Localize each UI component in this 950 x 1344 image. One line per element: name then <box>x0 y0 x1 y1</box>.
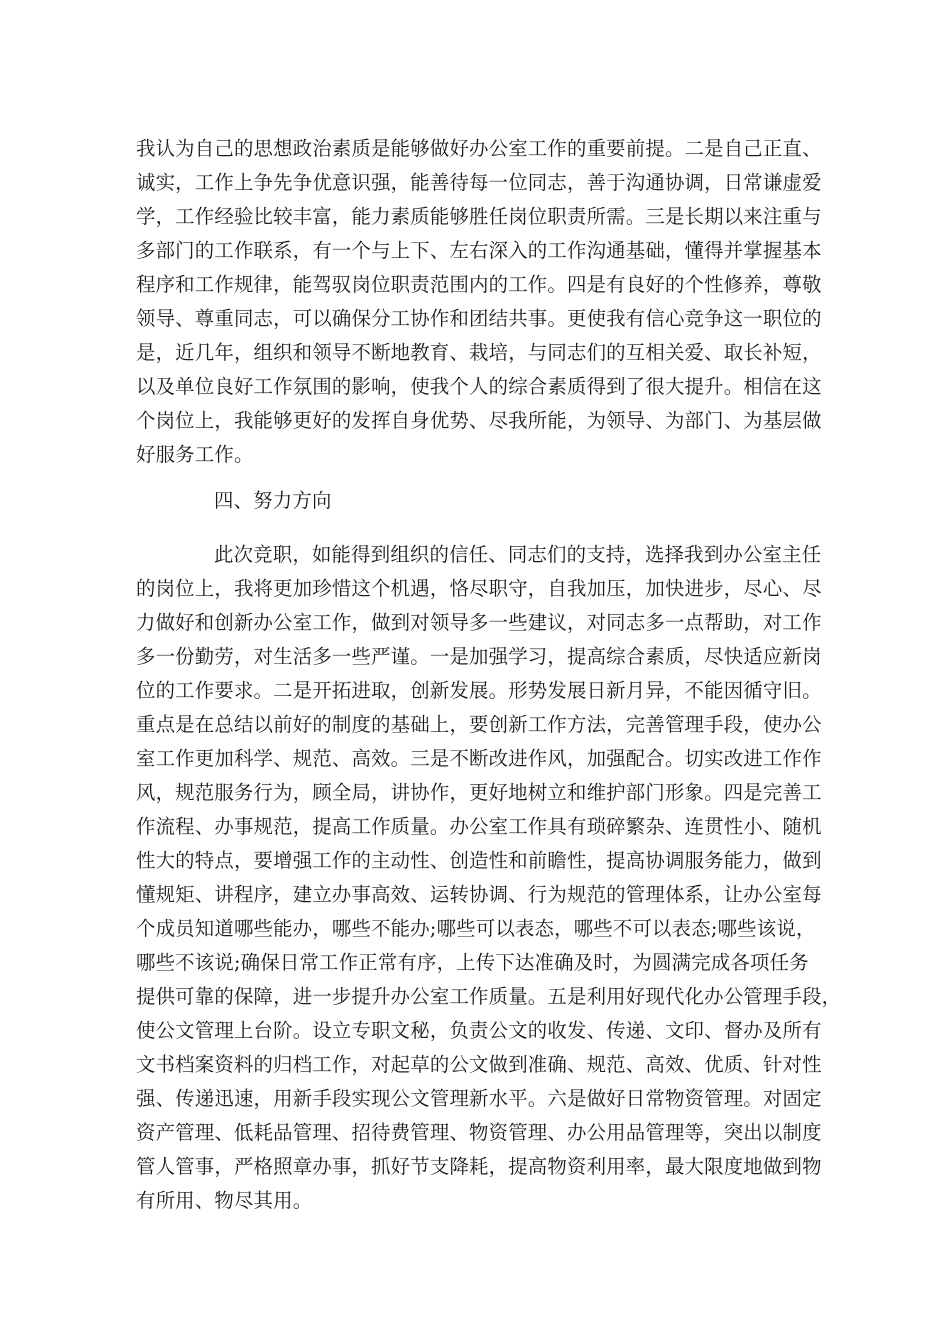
paragraph-line: 性大的特点，要增强工作的主动性、创造性和前瞻性，提高协调服务能力，做到 <box>136 849 822 872</box>
paragraph-line: 的岗位上，我将更加珍惜这个机遇，恪尽职守，自我加压，加快进步，尽心、尽 <box>136 577 822 600</box>
paragraph-line: 管人管事，严格照章办事，抓好节支降耗，提高物资利用率，最大限度地做到物 <box>136 1155 822 1178</box>
paragraph-line: 我认为自己的思想政治素质是能够做好办公室工作的重要前提。二是自己正直、 <box>136 137 822 160</box>
paragraph-line: 程序和工作规律，能驾驭岗位职责范围内的工作。四是有良好的个性修养，尊敬 <box>136 273 822 296</box>
paragraph-line: 风，规范服务行为，顾全局，讲协作，更好地树立和维护部门形象。四是完善工 <box>136 781 822 804</box>
paragraph-line: 诚实，工作上争先争优意识强，能善待每一位同志，善于沟通协调，日常谦虚爱 <box>136 171 822 194</box>
paragraph-line: 哪些不该说;确保日常工作正常有序，上传下达准确及时，为圆满完成各项任务 <box>136 951 809 974</box>
paragraph-line: 个岗位上，我能够更好的发挥自身优势、尽我所能，为领导、为部门、为基层做 <box>136 409 822 432</box>
paragraph-line: 有所用、物尽其用。 <box>136 1189 313 1212</box>
paragraph-line: 使公文管理上台阶。设立专职文秘，负责公文的收发、传递、文印、督办及所有 <box>136 1019 822 1042</box>
paragraph-line: 文书档案资料的归档工作，对起草的公文做到准确、规范、高效、优质、针对性 <box>136 1053 822 1076</box>
paragraph-line: 重点是在总结以前好的制度的基础上，要创新工作方法，完善管理手段，使办公 <box>136 713 822 736</box>
paragraph-line: 作流程、办事规范，提高工作质量。办公室工作具有琐碎繁杂、连贯性小、随机 <box>136 815 822 838</box>
paragraph-line: 力做好和创新办公室工作，做到对领导多一些建议，对同志多一点帮助，对工作 <box>136 611 822 634</box>
paragraph-line: 好服务工作。 <box>136 443 254 466</box>
paragraph-line: 资产管理、低耗品管理、招待费管理、物资管理、办公用品管理等，突出以制度 <box>136 1121 822 1144</box>
paragraph-line: 多部门的工作联系，有一个与上下、左右深入的工作沟通基础，懂得并掌握基本 <box>136 239 822 262</box>
paragraph-line: 位的工作要求。二是开拓进取，创新发展。形势发展日新月异，不能因循守旧。 <box>136 679 822 702</box>
paragraph-line: 是，近几年，组织和领导不断地教育、栽培，与同志们的互相关爱、取长补短， <box>136 341 822 364</box>
paragraph-line: 多一份勤劳，对生活多一些严谨。一是加强学习，提高综合素质，尽快适应新岗 <box>136 645 822 668</box>
paragraph-line: 个成员知道哪些能办，哪些不能办;哪些可以表态，哪些不可以表态;哪些该说， <box>136 917 816 940</box>
paragraph-line: 领导、尊重同志，可以确保分工协作和团结共事。更使我有信心竞争这一职位的 <box>136 307 822 330</box>
paragraph-line: 以及单位良好工作氛围的影响，使我个人的综合素质得到了很大提升。相信在这 <box>136 375 822 398</box>
paragraph-line: 室工作更加科学、规范、高效。三是不断改进作风，加强配合。切实改进工作作 <box>136 747 822 770</box>
paragraph-line: 学，工作经验比较丰富，能力素质能够胜任岗位职责所需。三是长期以来注重与 <box>136 205 822 228</box>
paragraph-line: 提供可靠的保障，进一步提升办公室工作质量。五是利用好现代化办公管理手段， <box>136 985 842 1008</box>
paragraph-line: 此次竞职，如能得到组织的信任、同志们的支持，选择我到办公室主任 <box>214 543 822 566</box>
paragraph-line: 懂规矩、讲程序，建立办事高效、运转协调、行为规范的管理体系，让办公室每 <box>136 883 822 906</box>
paragraph-line: 强、传递迅速，用新手段实现公文管理新水平。六是做好日常物资管理。对固定 <box>136 1087 822 1110</box>
section-heading: 四、努力方向 <box>214 489 332 512</box>
